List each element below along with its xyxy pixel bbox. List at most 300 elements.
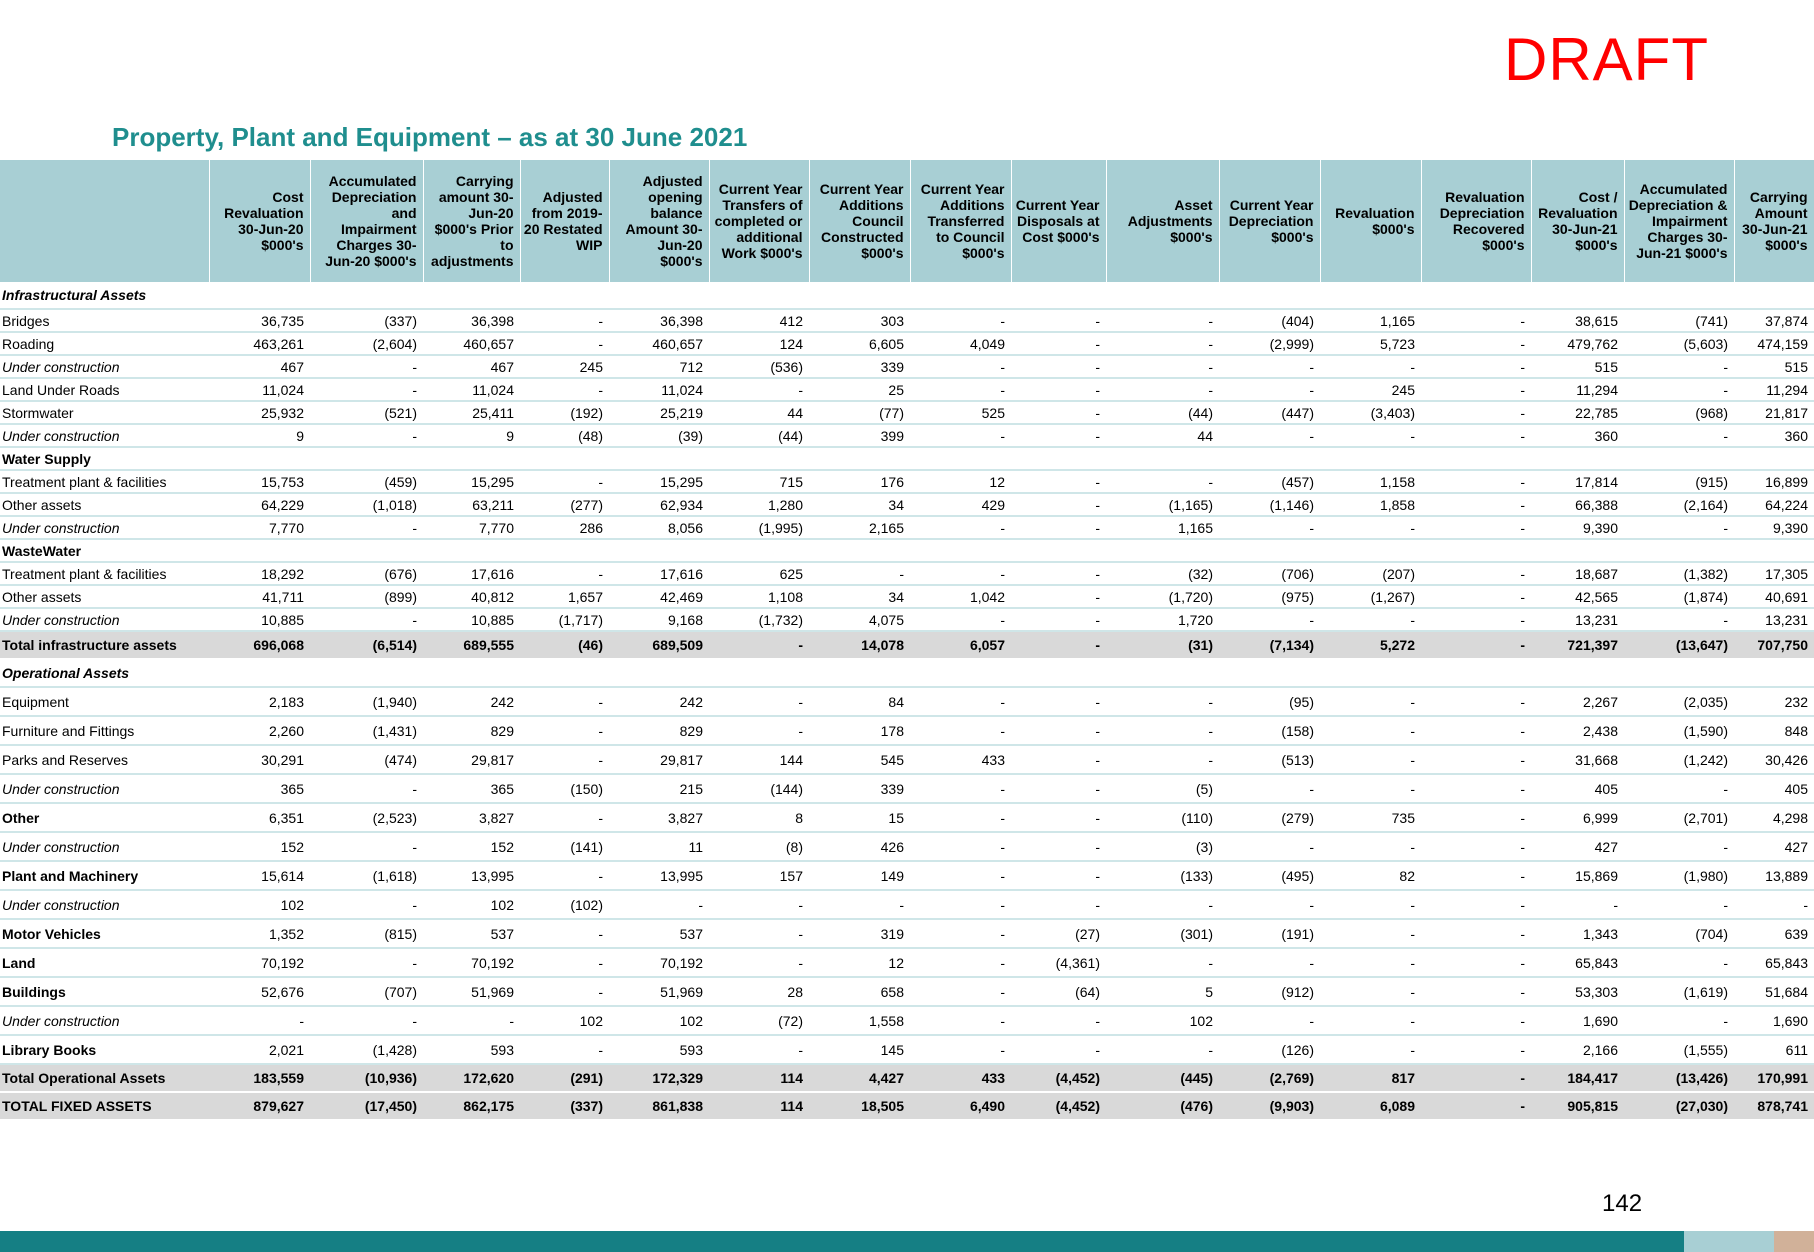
table-cell: 6,999 — [1531, 803, 1624, 832]
table-cell: 525 — [910, 401, 1011, 424]
table-cell: - — [520, 332, 609, 355]
table-cell — [1421, 539, 1531, 562]
table-cell: (31) — [1106, 631, 1219, 659]
table-cell: 30,426 — [1734, 745, 1814, 774]
table-cell: 9 — [423, 424, 520, 447]
table-cell — [1531, 282, 1624, 309]
table-cell: - — [310, 424, 423, 447]
row-label: TOTAL FIXED ASSETS — [0, 1092, 209, 1120]
table-cell: 537 — [609, 919, 709, 948]
table-cell: - — [709, 919, 809, 948]
table-cell: - — [809, 890, 910, 919]
table-cell: - — [910, 687, 1011, 716]
table-cell: (5) — [1106, 774, 1219, 803]
table-cell: - — [1421, 355, 1531, 378]
table-cell: - — [1219, 774, 1320, 803]
column-header-13: Revaluation Depreciation Recovered $000's — [1421, 160, 1531, 282]
table-cell: - — [1421, 774, 1531, 803]
ppe-table — [0, 160, 1814, 1121]
table-row — [0, 687, 1814, 716]
table-cell — [209, 659, 310, 687]
table-cell: - — [1106, 332, 1219, 355]
table-cell: (1,018) — [310, 493, 423, 516]
table-cell: 2,166 — [1531, 1035, 1624, 1064]
table-cell: 15,295 — [609, 470, 709, 493]
table-cell: - — [1011, 608, 1106, 631]
table-cell: - — [910, 977, 1011, 1006]
table-cell: - — [520, 977, 609, 1006]
table-cell: (2,701) — [1624, 803, 1734, 832]
table-cell: - — [1624, 832, 1734, 861]
table-cell: - — [1219, 608, 1320, 631]
table-cell: 427 — [1531, 832, 1624, 861]
table-cell — [910, 659, 1011, 687]
table-cell: 28 — [709, 977, 809, 1006]
column-header-0 — [0, 160, 209, 282]
table-cell: 474,159 — [1734, 332, 1814, 355]
table-cell: 215 — [609, 774, 709, 803]
table-cell: 44 — [709, 401, 809, 424]
table-cell: - — [910, 1006, 1011, 1035]
table-cell — [1320, 447, 1421, 470]
table-cell: - — [1219, 890, 1320, 919]
table-cell — [310, 447, 423, 470]
table-cell: - — [1320, 687, 1421, 716]
table-cell: 41,711 — [209, 585, 310, 608]
table-cell: 479,762 — [1531, 332, 1624, 355]
table-cell: - — [1421, 716, 1531, 745]
table-cell: 15,295 — [423, 470, 520, 493]
table-row — [0, 539, 1814, 562]
table-cell: - — [1734, 890, 1814, 919]
table-cell: 70,192 — [423, 948, 520, 977]
table-cell — [209, 282, 310, 309]
table-cell — [1219, 539, 1320, 562]
table-cell: - — [1011, 424, 1106, 447]
table-cell: - — [1421, 562, 1531, 585]
table-cell: - — [1624, 1006, 1734, 1035]
table-cell: 427 — [1734, 832, 1814, 861]
table-cell: 6,490 — [910, 1092, 1011, 1120]
table-cell: 36,398 — [609, 309, 709, 332]
table-cell: - — [1421, 378, 1531, 401]
table-cell — [709, 659, 809, 687]
table-row — [0, 774, 1814, 803]
table-cell: 829 — [609, 716, 709, 745]
table-cell: - — [1320, 774, 1421, 803]
table-cell: (474) — [310, 745, 423, 774]
table-cell — [423, 282, 520, 309]
row-label: Library Books — [0, 1035, 209, 1064]
table-cell: - — [910, 378, 1011, 401]
table-cell: 3,827 — [423, 803, 520, 832]
table-cell: (46) — [520, 631, 609, 659]
table-cell: 13,231 — [1734, 608, 1814, 631]
table-cell: 405 — [1531, 774, 1624, 803]
table-cell: (495) — [1219, 861, 1320, 890]
row-label: Land — [0, 948, 209, 977]
table-cell: (110) — [1106, 803, 1219, 832]
table-cell — [709, 539, 809, 562]
table-cell: 1,165 — [1320, 309, 1421, 332]
table-cell: - — [1106, 890, 1219, 919]
table-cell: - — [1421, 919, 1531, 948]
table-cell: 639 — [1734, 919, 1814, 948]
table-cell: 15,869 — [1531, 861, 1624, 890]
column-header-10: Asset Adjustments $000's — [1106, 160, 1219, 282]
table-cell — [709, 447, 809, 470]
table-cell: 339 — [809, 355, 910, 378]
table-row — [0, 424, 1814, 447]
table-cell: (77) — [809, 401, 910, 424]
table-cell — [1734, 447, 1814, 470]
table-cell: - — [1624, 608, 1734, 631]
table-cell — [1624, 282, 1734, 309]
table-cell: 905,815 — [1531, 1092, 1624, 1120]
table-cell: 2,438 — [1531, 716, 1624, 745]
table-cell: 15 — [809, 803, 910, 832]
table-cell: 399 — [809, 424, 910, 447]
table-cell: 30,291 — [209, 745, 310, 774]
table-cell: 82 — [1320, 861, 1421, 890]
table-row — [0, 1006, 1814, 1035]
table-cell: - — [709, 378, 809, 401]
table-cell: - — [1320, 1035, 1421, 1064]
table-cell: 242 — [423, 687, 520, 716]
table-cell: 537 — [423, 919, 520, 948]
table-cell — [520, 659, 609, 687]
table-cell: 114 — [709, 1064, 809, 1092]
table-row — [0, 378, 1814, 401]
table-cell: 12 — [910, 470, 1011, 493]
table-cell: 1,858 — [1320, 493, 1421, 516]
table-cell: - — [1320, 977, 1421, 1006]
section-row — [0, 659, 1814, 687]
table-cell: 1,558 — [809, 1006, 910, 1035]
table-cell: - — [1011, 516, 1106, 539]
table-cell: 36,735 — [209, 309, 310, 332]
table-cell: (337) — [520, 1092, 609, 1120]
table-cell: 3,827 — [609, 803, 709, 832]
table-cell — [1624, 447, 1734, 470]
table-cell: - — [310, 774, 423, 803]
table-cell: 286 — [520, 516, 609, 539]
table-cell: 8,056 — [609, 516, 709, 539]
table-cell: 245 — [520, 355, 609, 378]
table-cell: (899) — [310, 585, 423, 608]
table-cell: - — [1320, 516, 1421, 539]
table-cell — [1320, 539, 1421, 562]
row-label: Parks and Reserves — [0, 745, 209, 774]
table-cell: - — [1531, 890, 1624, 919]
table-cell: 9,168 — [609, 608, 709, 631]
table-cell: 11,294 — [1531, 378, 1624, 401]
table-cell: - — [1011, 355, 1106, 378]
table-row — [0, 355, 1814, 378]
table-cell: - — [1011, 493, 1106, 516]
table-cell: 360 — [1734, 424, 1814, 447]
table-cell: 157 — [709, 861, 809, 890]
table-cell — [1219, 282, 1320, 309]
table-cell: - — [310, 832, 423, 861]
table-cell: - — [910, 832, 1011, 861]
table-cell: (64) — [1011, 977, 1106, 1006]
table-cell: - — [520, 562, 609, 585]
table-cell: 18,505 — [809, 1092, 910, 1120]
table-cell: 467 — [209, 355, 310, 378]
table-cell: 245 — [1320, 378, 1421, 401]
table-cell — [1734, 539, 1814, 562]
table-cell: (404) — [1219, 309, 1320, 332]
table-cell: - — [1421, 832, 1531, 861]
table-cell: 1,690 — [1734, 1006, 1814, 1035]
row-label: Total Operational Assets — [0, 1064, 209, 1092]
table-cell: 14,078 — [809, 631, 910, 659]
table-cell: (1,431) — [310, 716, 423, 745]
table-cell: - — [1011, 803, 1106, 832]
row-label: Under construction — [0, 1006, 209, 1035]
row-label: Other assets — [0, 585, 209, 608]
table-cell: - — [1421, 631, 1531, 659]
table-cell: 2,165 — [809, 516, 910, 539]
column-header-3: Carrying amount 30-Jun-20 $000's Prior to adjustments — [423, 160, 520, 282]
table-cell: (706) — [1219, 562, 1320, 585]
row-label: Equipment — [0, 687, 209, 716]
table-row — [0, 470, 1814, 493]
table-cell: - — [1421, 516, 1531, 539]
table-cell: - — [1011, 861, 1106, 890]
table-cell: 13,995 — [609, 861, 709, 890]
table-cell: (2,523) — [310, 803, 423, 832]
total-row — [0, 1092, 1814, 1120]
table-cell — [809, 539, 910, 562]
column-header-5: Adjusted opening balance Amount 30-Jun-20 $000's — [609, 160, 709, 282]
table-cell: (1,717) — [520, 608, 609, 631]
table-cell: - — [910, 309, 1011, 332]
table-cell: - — [1106, 745, 1219, 774]
table-cell: (13,647) — [1624, 631, 1734, 659]
row-label: Treatment plant & facilities — [0, 470, 209, 493]
row-label: Operational Assets — [0, 659, 209, 687]
table-cell — [1106, 282, 1219, 309]
table-cell: (191) — [1219, 919, 1320, 948]
table-cell: - — [1320, 355, 1421, 378]
table-cell: - — [910, 890, 1011, 919]
table-cell: 8 — [709, 803, 809, 832]
table-cell: (72) — [709, 1006, 809, 1035]
table-row — [0, 716, 1814, 745]
table-cell: 34 — [809, 493, 910, 516]
table-cell: - — [1421, 948, 1531, 977]
table-cell — [910, 539, 1011, 562]
table-cell: 707,750 — [1734, 631, 1814, 659]
table-cell: 879,627 — [209, 1092, 310, 1120]
table-cell: 102 — [423, 890, 520, 919]
table-cell: (445) — [1106, 1064, 1219, 1092]
table-cell: 11,294 — [1734, 378, 1814, 401]
table-cell: 2,267 — [1531, 687, 1624, 716]
table-row — [0, 516, 1814, 539]
table-cell: (3) — [1106, 832, 1219, 861]
table-cell: - — [1320, 832, 1421, 861]
table-cell: 102 — [209, 890, 310, 919]
table-cell: 426 — [809, 832, 910, 861]
row-label: Stormwater — [0, 401, 209, 424]
table-cell — [1011, 447, 1106, 470]
table-cell: 62,934 — [609, 493, 709, 516]
column-header-2: Accumulated Depreciation and Impairment Charges 30-Jun-20 $000's — [310, 160, 423, 282]
table-cell: 51,969 — [423, 977, 520, 1006]
footer-bar-accent-light — [1684, 1231, 1774, 1252]
table-cell: - — [1011, 332, 1106, 355]
table-cell: (27,030) — [1624, 1092, 1734, 1120]
table-cell: (301) — [1106, 919, 1219, 948]
table-cell: - — [1011, 309, 1106, 332]
table-cell — [809, 447, 910, 470]
table-cell — [910, 282, 1011, 309]
row-label: Total infrastructure assets — [0, 631, 209, 659]
table-cell: (3,403) — [1320, 401, 1421, 424]
table-cell: (912) — [1219, 977, 1320, 1006]
table-cell: 13,889 — [1734, 861, 1814, 890]
table-cell — [1011, 282, 1106, 309]
page-title: Property, Plant and Equipment – as at 30 June 2021 — [112, 122, 748, 152]
column-header-12: Revaluation $000's — [1320, 160, 1421, 282]
table-cell: 17,616 — [609, 562, 709, 585]
table-cell: (48) — [520, 424, 609, 447]
table-cell — [310, 659, 423, 687]
table-cell: (459) — [310, 470, 423, 493]
table-cell: 1,108 — [709, 585, 809, 608]
table-cell: - — [1011, 832, 1106, 861]
table-cell: 12 — [809, 948, 910, 977]
table-cell: 625 — [709, 562, 809, 585]
table-row — [0, 919, 1814, 948]
table-cell — [1624, 539, 1734, 562]
table-cell: (39) — [609, 424, 709, 447]
table-cell: 25,932 — [209, 401, 310, 424]
table-cell: (536) — [709, 355, 809, 378]
table-cell: 18,292 — [209, 562, 310, 585]
table-cell: 7,770 — [209, 516, 310, 539]
table-cell: 878,741 — [1734, 1092, 1814, 1120]
table-cell — [1106, 659, 1219, 687]
table-cell: - — [1011, 585, 1106, 608]
table-cell — [520, 282, 609, 309]
table-cell: 51,684 — [1734, 977, 1814, 1006]
table-cell: 360 — [1531, 424, 1624, 447]
table-cell: - — [1624, 774, 1734, 803]
table-cell: - — [520, 470, 609, 493]
table-cell: 63,211 — [423, 493, 520, 516]
table-cell: 10,885 — [209, 608, 310, 631]
table-cell: (144) — [709, 774, 809, 803]
table-cell: 172,620 — [423, 1064, 520, 1092]
table-cell: 102 — [609, 1006, 709, 1035]
table-cell: 433 — [910, 1064, 1011, 1092]
row-label: Infrastructural Assets — [0, 282, 209, 309]
table-cell: 13,995 — [423, 861, 520, 890]
table-cell: - — [910, 716, 1011, 745]
table-cell: 184,417 — [1531, 1064, 1624, 1092]
table-cell: 6,605 — [809, 332, 910, 355]
table-cell: 15,614 — [209, 861, 310, 890]
table-cell: - — [1011, 890, 1106, 919]
table-cell — [520, 539, 609, 562]
table-cell: 1,042 — [910, 585, 1011, 608]
table-cell: 29,817 — [423, 745, 520, 774]
table-cell: 5,272 — [1320, 631, 1421, 659]
table-cell: (1,165) — [1106, 493, 1219, 516]
table-cell: 144 — [709, 745, 809, 774]
table-cell — [1531, 447, 1624, 470]
table-cell: 611 — [1734, 1035, 1814, 1064]
table-cell: - — [1011, 716, 1106, 745]
table-cell: (279) — [1219, 803, 1320, 832]
table-cell: 515 — [1734, 355, 1814, 378]
table-cell: 11,024 — [609, 378, 709, 401]
table-cell: (1,555) — [1624, 1035, 1734, 1064]
table-cell: (4,452) — [1011, 1064, 1106, 1092]
table-cell: 102 — [1106, 1006, 1219, 1035]
row-label: Roading — [0, 332, 209, 355]
table-cell: - — [520, 687, 609, 716]
draft-watermark: DRAFT — [1504, 26, 1709, 93]
row-label: Bridges — [0, 309, 209, 332]
row-label: Under construction — [0, 516, 209, 539]
table-cell: - — [520, 861, 609, 890]
table-cell: - — [1011, 631, 1106, 659]
table-cell: 17,814 — [1531, 470, 1624, 493]
section-row — [0, 282, 1814, 309]
table-cell: (1,267) — [1320, 585, 1421, 608]
table-cell: 178 — [809, 716, 910, 745]
table-cell: - — [910, 803, 1011, 832]
table-cell: - — [1106, 470, 1219, 493]
table-cell: 6,089 — [1320, 1092, 1421, 1120]
table-cell — [209, 447, 310, 470]
table-cell — [1734, 659, 1814, 687]
table-cell: 712 — [609, 355, 709, 378]
table-cell: 715 — [709, 470, 809, 493]
table-cell: (1,980) — [1624, 861, 1734, 890]
table-cell: (2,604) — [310, 332, 423, 355]
table-cell — [1531, 659, 1624, 687]
table-row — [0, 803, 1814, 832]
table-cell: 463,261 — [209, 332, 310, 355]
table-cell: - — [1421, 977, 1531, 1006]
table-cell: 21,817 — [1734, 401, 1814, 424]
table-cell: - — [1011, 562, 1106, 585]
table-cell — [1219, 659, 1320, 687]
table-cell: 365 — [423, 774, 520, 803]
table-cell: 862,175 — [423, 1092, 520, 1120]
table-cell: - — [910, 562, 1011, 585]
table-cell: - — [709, 1035, 809, 1064]
table-cell: 10,885 — [423, 608, 520, 631]
table-cell: 2,021 — [209, 1035, 310, 1064]
table-row — [0, 447, 1814, 470]
table-row — [0, 948, 1814, 977]
table-cell — [1624, 659, 1734, 687]
table-cell: 593 — [609, 1035, 709, 1064]
table-row — [0, 401, 1814, 424]
table-cell — [609, 447, 709, 470]
table-cell: - — [1421, 424, 1531, 447]
table-cell: 1,720 — [1106, 608, 1219, 631]
total-row — [0, 631, 1814, 659]
table-cell: (1,874) — [1624, 585, 1734, 608]
